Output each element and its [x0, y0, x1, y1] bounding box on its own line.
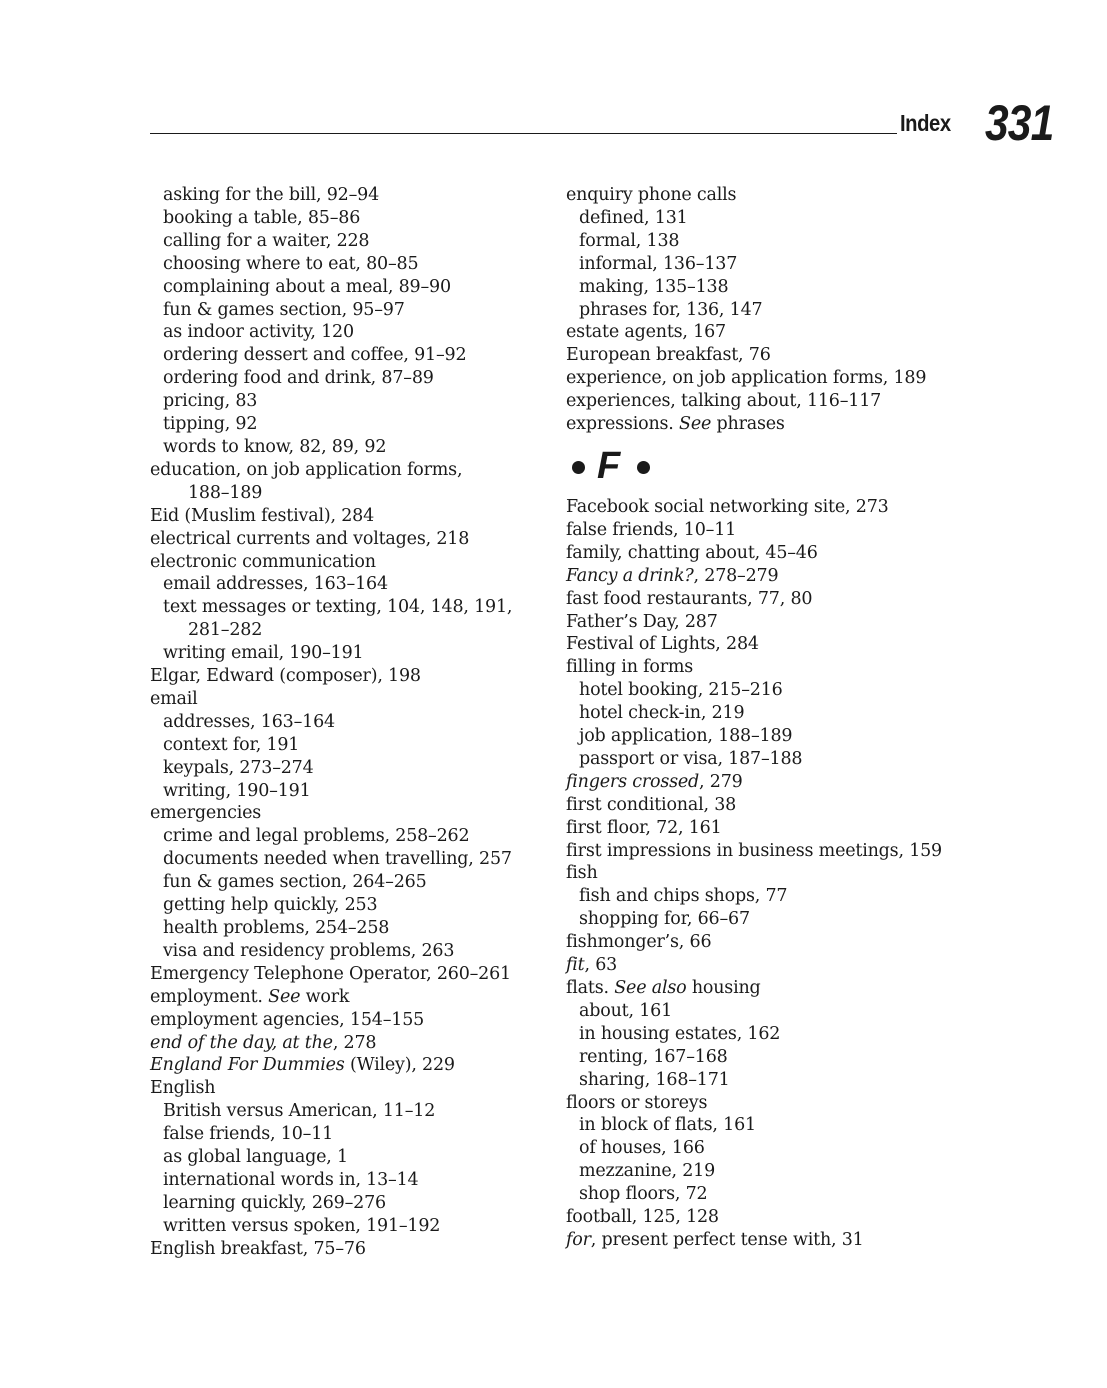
- entry-text: calling for a waiter, 228: [163, 230, 370, 251]
- entry-text: phrases for, 136, 147: [579, 299, 763, 320]
- entry-text: first impressions in business meetings, 159: [566, 840, 942, 861]
- index-subentry: [150, 894, 550, 917]
- index-entry: [150, 1032, 550, 1055]
- index-entry: [566, 611, 986, 634]
- index-subentry: [150, 825, 550, 848]
- index-subentry: [150, 321, 550, 344]
- entry-text: expressions.: [566, 414, 680, 435]
- index-subentry: [566, 748, 986, 771]
- entry-text: renting, 167–168: [579, 1046, 728, 1067]
- running-head-label: Index: [900, 110, 951, 136]
- entry-text: filling in forms: [566, 657, 694, 678]
- index-subentry: [150, 848, 550, 871]
- entry-text: documents needed when travelling, 257: [163, 849, 512, 870]
- entry-text: fun & games section, 264–265: [163, 872, 427, 893]
- index-entry: [150, 505, 550, 528]
- entry-text: shop floors, 72: [579, 1184, 708, 1205]
- entry-text: , 279: [699, 771, 743, 792]
- index-subentry: [150, 184, 550, 207]
- index-entry: [566, 1229, 986, 1252]
- entry-text: written versus spoken, 191–192: [163, 1215, 441, 1236]
- entry-text: hotel check-in, 219: [579, 703, 745, 724]
- entry-text-italic: Fancy a drink?: [566, 565, 694, 586]
- entry-continuation: 188–189: [188, 482, 263, 503]
- index-entry: [566, 321, 986, 344]
- index-subentry: [566, 1000, 986, 1023]
- entry-text: tipping, 92: [163, 414, 258, 435]
- entry-text: floors or storeys: [566, 1092, 708, 1113]
- entry-text: of houses, 166: [579, 1138, 705, 1159]
- index-subentry: [566, 908, 986, 931]
- index-entry: [566, 633, 986, 656]
- entry-text-italic: fingers crossed: [566, 771, 700, 792]
- page-number: 331: [985, 95, 1054, 151]
- index-subentry: [150, 344, 550, 367]
- entry-text: Festival of Lights, 284: [566, 634, 759, 655]
- entry-text: Eid (Muslim festival), 284: [150, 505, 375, 526]
- index-subentry: [566, 1114, 986, 1137]
- entry-text: , 278–279: [693, 565, 779, 586]
- entry-text: experience, on job application forms, 189: [566, 368, 927, 389]
- index-subentry: [150, 390, 550, 413]
- index-subentry: [150, 917, 550, 940]
- entry-text: European breakfast, 76: [566, 345, 771, 366]
- entry-text: employment agencies, 154–155: [150, 1009, 425, 1030]
- entry-text: employment.: [150, 986, 269, 1007]
- index-subentry: [150, 642, 550, 665]
- index-entry: [566, 817, 986, 840]
- index-subentry: [150, 367, 550, 390]
- index-entry: [150, 1009, 550, 1032]
- index-entry: [150, 963, 550, 986]
- index-entry: [566, 862, 986, 885]
- entry-text-italic: England For Dummies: [150, 1055, 345, 1076]
- index-subentry: [566, 230, 986, 253]
- entry-text: making, 135–138: [579, 276, 729, 297]
- entry-text: in block of flats, 161: [579, 1115, 756, 1136]
- index-entry: [150, 986, 550, 1009]
- entry-text: flats.: [566, 978, 615, 998]
- index-entry: [150, 1054, 550, 1077]
- index-subentry: [566, 1160, 986, 1183]
- index-subentry: [566, 1023, 986, 1046]
- entry-text: experiences, talking about, 116–117: [566, 391, 882, 412]
- entry-text: emergencies: [150, 803, 262, 824]
- entry-text: ordering dessert and coffee, 91–92: [163, 345, 467, 366]
- index-subentry: [150, 734, 550, 757]
- entry-text: fish and chips shops, 77: [579, 886, 788, 907]
- entry-text: email addresses, 163–164: [163, 574, 388, 595]
- entry-text: informal, 136–137: [579, 253, 738, 274]
- index-subentry: [150, 436, 550, 459]
- index-subentry: [150, 871, 550, 894]
- index-entry: [566, 184, 986, 207]
- index-entry: [150, 528, 550, 551]
- entry-text: getting help quickly, 253: [163, 895, 378, 916]
- bullet-icon: [637, 461, 650, 474]
- entry-text: words to know, 82, 89, 92: [163, 436, 387, 457]
- entry-text: writing, 190–191: [163, 780, 311, 801]
- index-subentry: [566, 299, 986, 322]
- entry-text: education, on job application forms,: [150, 459, 463, 480]
- entry-text: addresses, 163–164: [163, 711, 335, 732]
- index-entry: [566, 977, 986, 1000]
- entry-text: crime and legal problems, 258–262: [163, 826, 470, 847]
- entry-text: visa and residency problems, 263: [163, 940, 455, 961]
- entry-text: formal, 138: [579, 230, 680, 251]
- entry-text: , present perfect tense with, 31: [590, 1229, 864, 1250]
- index-subentry: [150, 276, 550, 299]
- entry-text: English breakfast, 75–76: [150, 1238, 366, 1259]
- index-entry: [150, 459, 550, 505]
- entry-text: electrical currents and voltages, 218: [150, 528, 470, 549]
- index-entry: [566, 519, 986, 542]
- entry-text: false friends, 10–11: [163, 1124, 334, 1145]
- index-entry: [566, 840, 986, 863]
- entry-text: booking a table, 85–86: [163, 207, 361, 228]
- entry-text: football, 125, 128: [566, 1207, 719, 1228]
- entry-text: fish: [566, 863, 598, 884]
- entry-text: asking for the bill, 92–94: [163, 185, 380, 205]
- index-subentry: [150, 1192, 550, 1215]
- entry-text: estate agents, 167: [566, 322, 726, 343]
- entry-text-italic: See: [679, 414, 712, 435]
- index-subentry: [150, 230, 550, 253]
- index-subentry: [566, 207, 986, 230]
- entry-text: electronic communication: [150, 551, 376, 572]
- index-subentry: [150, 1123, 550, 1146]
- index-entry-list: [566, 496, 986, 1252]
- entry-text: Elgar, Edward (composer), 198: [150, 666, 421, 687]
- entry-text: housing: [686, 978, 761, 998]
- entry-text: health problems, 254–258: [163, 918, 390, 938]
- entry-text: Emergency Telephone Operator, 260–261: [150, 963, 511, 984]
- index-subentry: [150, 780, 550, 803]
- index-entry: [150, 688, 550, 711]
- index-subentry: [150, 1169, 550, 1192]
- entry-text: work: [300, 986, 350, 1007]
- letter-section-heading: [566, 443, 986, 489]
- index-subentry: [566, 253, 986, 276]
- entry-text: shopping for, 66–67: [579, 909, 750, 930]
- entry-text: , 63: [584, 955, 618, 976]
- entry-text: , 278: [332, 1032, 377, 1053]
- index-subentry: [150, 299, 550, 322]
- index-entry: [150, 1077, 550, 1100]
- index-entry: [150, 665, 550, 688]
- entry-text: hotel booking, 215–216: [579, 680, 783, 701]
- entry-text: fishmonger’s, 66: [566, 932, 712, 953]
- index-subentry: [150, 1100, 550, 1123]
- index-subentry: [566, 725, 986, 748]
- entry-text: family, chatting about, 45–46: [566, 542, 818, 563]
- index-entry: [150, 1238, 550, 1261]
- section-letter: F: [597, 444, 621, 487]
- index-subentry: [566, 1069, 986, 1092]
- entry-text: ordering food and drink, 87–89: [163, 368, 434, 389]
- index-subentry: [566, 1046, 986, 1069]
- index-entry: [566, 344, 986, 367]
- entry-text: Father’s Day, 287: [566, 611, 718, 632]
- index-entry: [566, 588, 986, 611]
- entry-text: choosing where to eat, 80–85: [163, 253, 419, 274]
- index-subentry: [566, 702, 986, 725]
- index-entry: [150, 551, 550, 574]
- index-entry: [566, 1206, 986, 1229]
- entry-text: phrases: [711, 414, 785, 435]
- entry-text-italic: fit: [566, 955, 585, 976]
- entry-text: international words in, 13–14: [163, 1169, 419, 1190]
- entry-text: email: [150, 688, 198, 709]
- entry-text: (Wiley), 229: [344, 1055, 455, 1076]
- index-subentry: [150, 596, 550, 642]
- index-subentry: [150, 413, 550, 436]
- entry-text: first conditional, 38: [566, 794, 737, 815]
- entry-continuation: 281–282: [188, 620, 263, 641]
- entry-text: job application, 188–189: [579, 726, 793, 747]
- index-subentry: [566, 885, 986, 908]
- index-column-left: [150, 184, 550, 1261]
- entry-text: complaining about a meal, 89–90: [163, 276, 451, 297]
- index-entry: [566, 565, 986, 588]
- index-entry: [566, 367, 986, 390]
- index-entry: [566, 496, 986, 519]
- entry-text: defined, 131: [579, 207, 688, 228]
- index-subentry: [150, 711, 550, 734]
- entry-text-italic: end of the day, at the: [150, 1032, 333, 1053]
- entry-text: fun & games section, 95–97: [163, 299, 405, 320]
- index-entry: [150, 802, 550, 825]
- entry-text: sharing, 168–171: [579, 1069, 730, 1090]
- entry-text-italic: See also: [614, 978, 687, 998]
- index-entry-list: [150, 184, 550, 1261]
- entry-text: text messages or texting, 104, 148, 191,: [163, 597, 513, 618]
- index-subentry: [566, 1183, 986, 1206]
- entry-text: fast food restaurants, 77, 80: [566, 588, 813, 609]
- entry-text: context for, 191: [163, 734, 300, 755]
- entry-text: passport or visa, 187–188: [579, 748, 803, 769]
- index-subentry: [150, 1215, 550, 1238]
- index-entry: [566, 542, 986, 565]
- index-subentry: [150, 1146, 550, 1169]
- entry-text: enquiry phone calls: [566, 185, 737, 205]
- entry-text: false friends, 10–11: [566, 519, 737, 540]
- entry-text: about, 161: [579, 1000, 673, 1021]
- index-subentry: [150, 253, 550, 276]
- index-entry: [566, 1092, 986, 1115]
- entry-text: as global language, 1: [163, 1147, 348, 1168]
- index-subentry: [150, 940, 550, 963]
- header-rule: [150, 133, 897, 134]
- index-entry: [566, 390, 986, 413]
- index-subentry: [566, 1137, 986, 1160]
- index-entry: [566, 794, 986, 817]
- entry-text: first floor, 72, 161: [566, 817, 722, 838]
- entry-text: writing email, 190–191: [163, 643, 364, 664]
- index-column-right: [566, 184, 986, 1252]
- index-subentry: [566, 679, 986, 702]
- entry-text: Facebook social networking site, 273: [566, 496, 889, 517]
- bullet-icon: [572, 461, 585, 474]
- entry-text: learning quickly, 269–276: [163, 1192, 386, 1213]
- index-entry: [566, 656, 986, 679]
- index-entry: [566, 954, 986, 977]
- entry-text: English: [150, 1078, 216, 1099]
- index-entry: [566, 771, 986, 794]
- index-subentry: [566, 276, 986, 299]
- entry-text: pricing, 83: [163, 391, 258, 412]
- entry-text-italic: for: [566, 1229, 591, 1250]
- index-subentry: [150, 573, 550, 596]
- entry-text-italic: See: [268, 986, 301, 1007]
- entry-text: mezzanine, 219: [579, 1161, 716, 1182]
- index-subentry: [150, 757, 550, 780]
- entry-text: as indoor activity, 120: [163, 322, 354, 343]
- entry-text: in housing estates, 162: [579, 1023, 781, 1044]
- entry-text: British versus American, 11–12: [163, 1101, 436, 1122]
- index-entry-list: [566, 184, 986, 436]
- index-subentry: [150, 207, 550, 230]
- index-entry: [566, 931, 986, 954]
- entry-text: keypals, 273–274: [163, 757, 314, 778]
- index-entry: [566, 413, 986, 436]
